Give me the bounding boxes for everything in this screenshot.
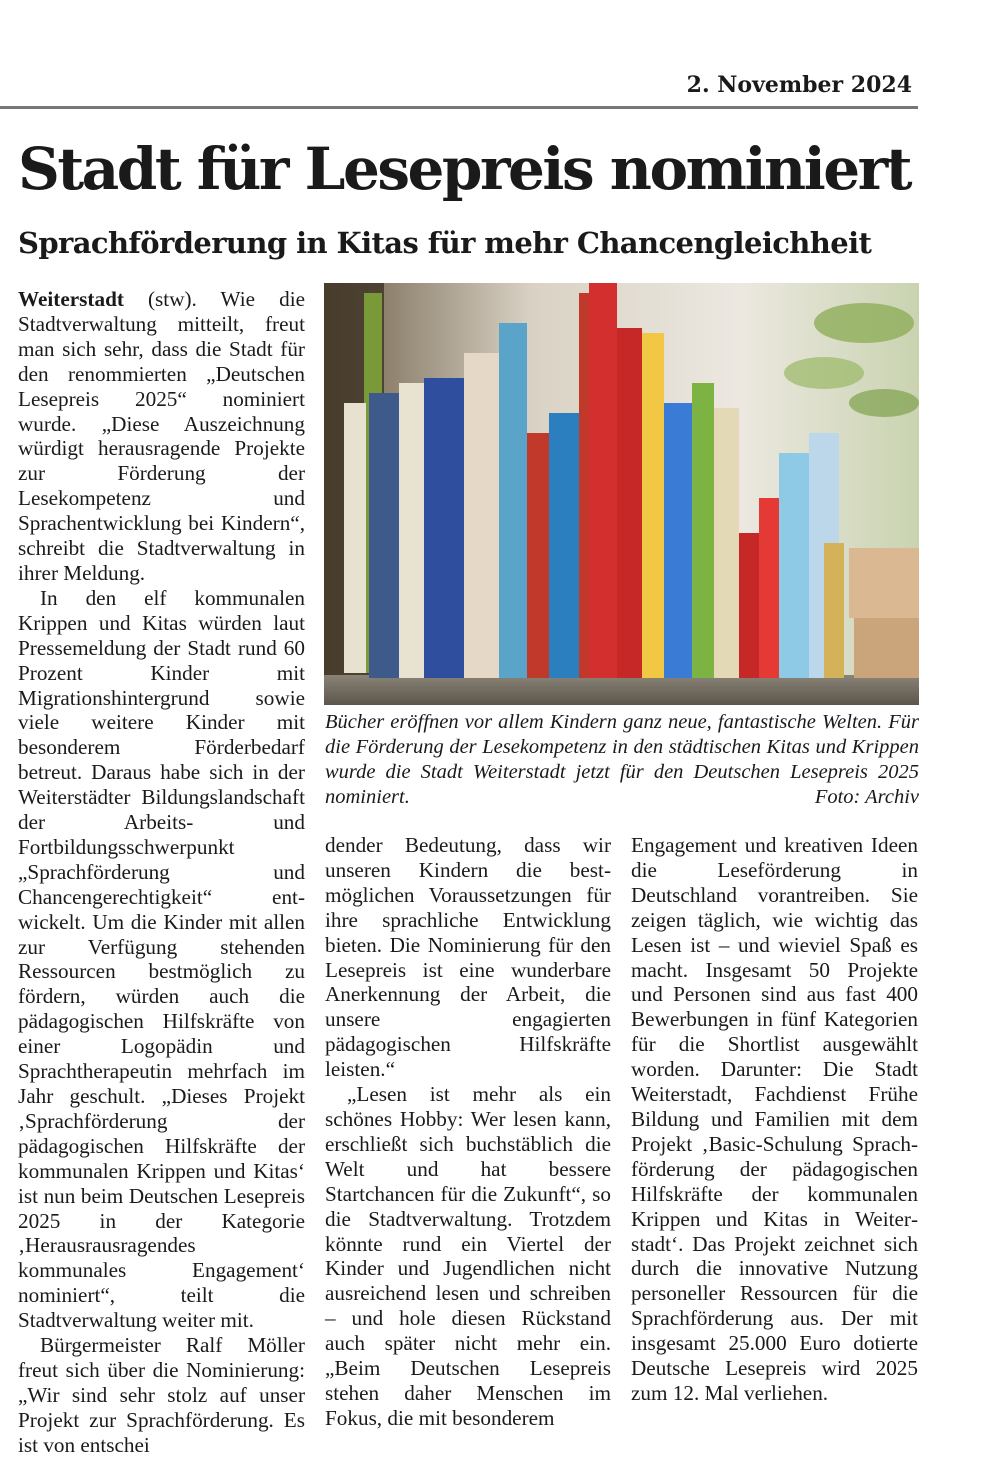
- article-paragraph: Bürgermeister Ralf Möller freut sich über die Nominierung: „Wir sind sehr stolz auf unser Projekt zur Sprachförderung. Es ist von entschei: [18, 1333, 305, 1457]
- article-paragraph: Engagement und kreativen Ideen die Leseförderung in Deutschland vorantreiben. Sie zeigen täglich, wie wichtig das Lesen ist – und wieviel Spaß es macht. Insgesamt 50 Projekte und Personen sind aus fast 400 Bewerbungen in fünf Kategorien für die Shortlist ausgewählt worden. Darunter: Die Stadt Weiterstadt, Fachdienst Frühe Bildung und Familien mit dem Projekt ‚Basic-Schulung Sprachförderung der pädagogischen Hilfskräfte der kommunalen Krippen und Kitas in Weiterstadt‘. Das Projekt zeichnet sich durch die innovative Nutzung personeller Ressourcen für die Sprachförderung aus. Der mit insgesamt 25.000 Euro dotierte Deutsche Lesepreis wird 2025 zum 12. Mal verliehen.: [631, 833, 918, 1405]
- header-rule: [0, 106, 918, 109]
- publication-date: 2. November 2024: [686, 72, 912, 98]
- article-paragraph: „Lesen ist mehr als ein schönes Hobby: Wer lesen kann, erschließt sich buchstäblich die Welt und hat bessere Startchancen für die Zukunft“, so die Stadtverwaltung. Trotzdem könnte rund ein Viertel der Kinder und Jugendlichen nicht ausreichend lesen und schreiben – und hole diesen Rückstand auch später nicht mehr ein. „Beim Deutschen Lesepreis stehen daher Menschen im Fokus, die mit besonderem: [325, 1082, 611, 1430]
- article-paragraph: In den elf kommunalen Krippen und Kitas würden laut Pressemeldung der Stadt rund 60 Prozent Kinder mit Migrationshintergrund sowie viele weitere Kinder mit besonderem Förderbedarf betreut. Daraus habe sich in der Weiterstädter Bildungslandschaft der Arbeits- und Fortbildungsschwerpunkt „Sprachförderung und Chancengerechtigkeit“ entwickelt. Um die Kinder mit allen zur Verfügung stehenden Ressourcen bestmöglich zu fördern, würden auch die pädagogischen Hilfskräfte von einer Logopädin und Sprachtherapeutin mehrfach im Jahr geschult. „Dieses Projekt ‚Sprachförderung der pädagogischen Hilfskräfte der kommunalen Krippen und Kitas‘ ist nun beim Deutschen Lesepreis 2025 in der Kategorie ‚Herausrausragendes kommunales Engagement‘ nominiert“, teilt die Stadtverwaltung weiter mit.: [18, 585, 305, 1333]
- article-intro: (stw). Wie die Stadtverwaltung mitteilt, freut man sich sehr, dass die Stadt für den renommierten „Deutschen Lesepreis 2025“ nominiert wurde. „Diese Auszeichnung würdigt herausragende Projekte zur Förderung der Lesekompetenz und Sprachentwicklung bei Kindern“, schreibt die Stadtverwaltung in ihrer Meldung.: [18, 287, 305, 585]
- article-column-2: [325, 833, 611, 1431]
- article-column-1: [18, 287, 305, 1458]
- article-paragraph: [18, 287, 305, 586]
- photo-caption-text: Bücher eröffnen vor allem Kindern ganz neue, fantastische Welten. Für die Förderung der Lesekompetenz in den städtischen Kitas und Krippen wurde die Stadt Weiterstadt jetzt für den Deutschen Lesepreis 2025 nominiert.: [325, 711, 919, 808]
- article-headline: Stadt für Lesepreis nominiert: [18, 135, 911, 203]
- article-photo-bookshelf: [324, 283, 919, 705]
- article-column-3: [631, 833, 918, 1406]
- article-subheadline: Sprachförderung in Kitas für mehr Chancengleichheit: [18, 226, 872, 260]
- photo-credit: Foto: Archiv: [814, 785, 919, 808]
- article-paragraph: dender Bedeutung, dass wir unseren Kindern die bestmöglichen Voraussetzungen für ihre sprachliche Entwicklung bieten. Die Nominierung für den Lesepreis ist eine wunderbare Anerkennung der Arbeit, die unsere engagierten pädagogischen Hilfskräfte leisten.“: [325, 833, 611, 1082]
- article-dateline: Weiterstadt: [18, 287, 124, 311]
- photo-caption: [325, 710, 919, 810]
